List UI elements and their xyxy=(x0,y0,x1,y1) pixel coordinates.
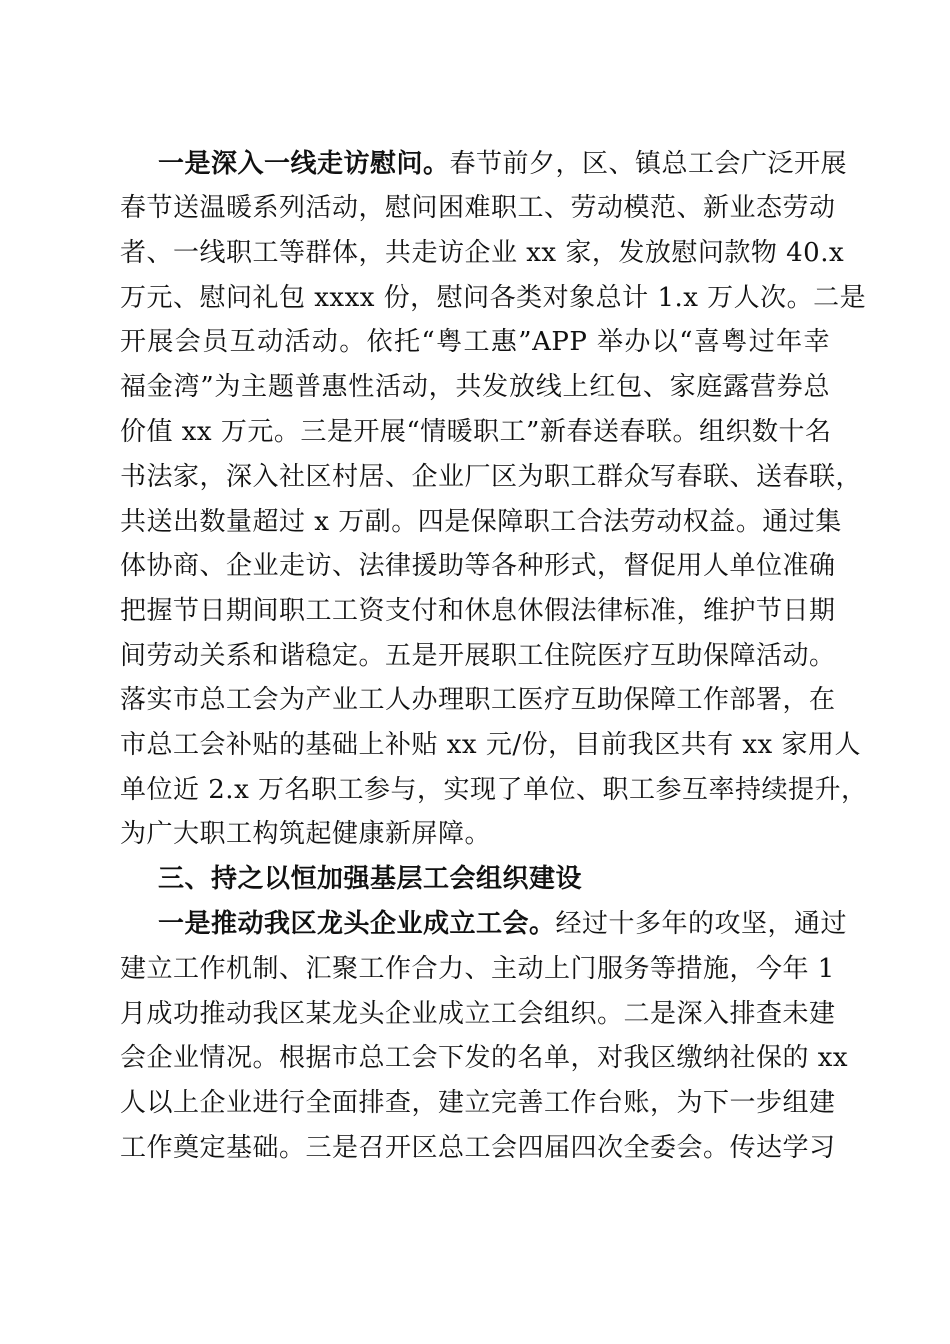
paragraph-line xyxy=(158,902,848,946)
paragraph-line: 共送出数量超过 x 万副。四是保障职工合法劳动权益。通过集 xyxy=(120,507,842,537)
paragraph-line: 把握节日期间职工工资支付和休息休假法律标准，维护节日期 xyxy=(120,596,836,626)
paragraph-line: 间劳动关系和谐稳定。五是开展职工住院医疗互助保障活动。 xyxy=(120,641,836,671)
paragraph-line: 开展会员互动活动。依托“粤工惠”APP 举办以“喜粤过年幸 xyxy=(120,327,830,357)
paragraph-line: 单位近 2.x 万名职工参与，实现了单位、职工参互率持续提升， xyxy=(120,775,868,805)
lead-phrase: 一是推动我区龙头企业成立工会。 xyxy=(158,909,556,939)
paragraph-line: 书法家，深入社区村居、企业厂区为职工群众写春联、送春联， xyxy=(120,462,863,492)
paragraph-line: 春节送温暖系列活动，慰问困难职工、劳动模范、新业态劳动 xyxy=(120,193,836,223)
paragraph-line: 者、一线职工等群体，共走访企业 xx 家，发放慰问款物 40.x xyxy=(120,238,845,268)
paragraph-line: 价值 xx 万元。三是开展“情暖职工”新春送春联。组织数十名 xyxy=(120,417,832,447)
paragraph-line: 人以上企业进行全面排查，建立完善工作台账，为下一步组建 xyxy=(120,1088,836,1118)
lead-phrase: 一是深入一线走访慰问。 xyxy=(158,149,450,179)
paragraph-line xyxy=(158,142,848,186)
paragraph-line: 建立工作机制、汇聚工作合力、主动上门服务等措施，今年 1 xyxy=(120,954,835,984)
text-run: 春节前夕，区、镇总工会广泛开展 xyxy=(449,149,848,179)
text-run: 经过十多年的攻坚，通过 xyxy=(555,909,848,939)
paragraph-line: 万元、慰问礼包 xxxx 份，慰问各类对象总计 1.x 万人次。二是 xyxy=(120,283,867,313)
paragraph-line: 工作奠定基础。三是召开区总工会四届四次全委会。传达学习 xyxy=(120,1133,836,1163)
paragraph-line: 会企业情况。根据市总工会下发的名单，对我区缴纳社保的 xx xyxy=(120,1043,849,1073)
paragraph-line: 福金湾”为主题普惠性活动，共发放线上红包、家庭露营券总 xyxy=(120,372,830,402)
paragraph-line: 月成功推动我区某龙头企业成立工会组织。二是深入排查未建 xyxy=(120,999,836,1029)
paragraph-line: 体协商、企业走访、法律援助等各种形式，督促用人单位准确 xyxy=(120,551,836,581)
paragraph-line: 落实市总工会为产业工人办理职工医疗互助保障工作部署，在 xyxy=(120,685,836,715)
paragraph-line: 市总工会补贴的基础上补贴 xx 元/份，目前我区共有 xx 家用人 xyxy=(120,730,861,760)
section-heading: 三、持之以恒加强基层工会组织建设 xyxy=(158,864,583,894)
paragraph-line: 为广大职工构筑起健康新屏障。 xyxy=(120,819,492,849)
